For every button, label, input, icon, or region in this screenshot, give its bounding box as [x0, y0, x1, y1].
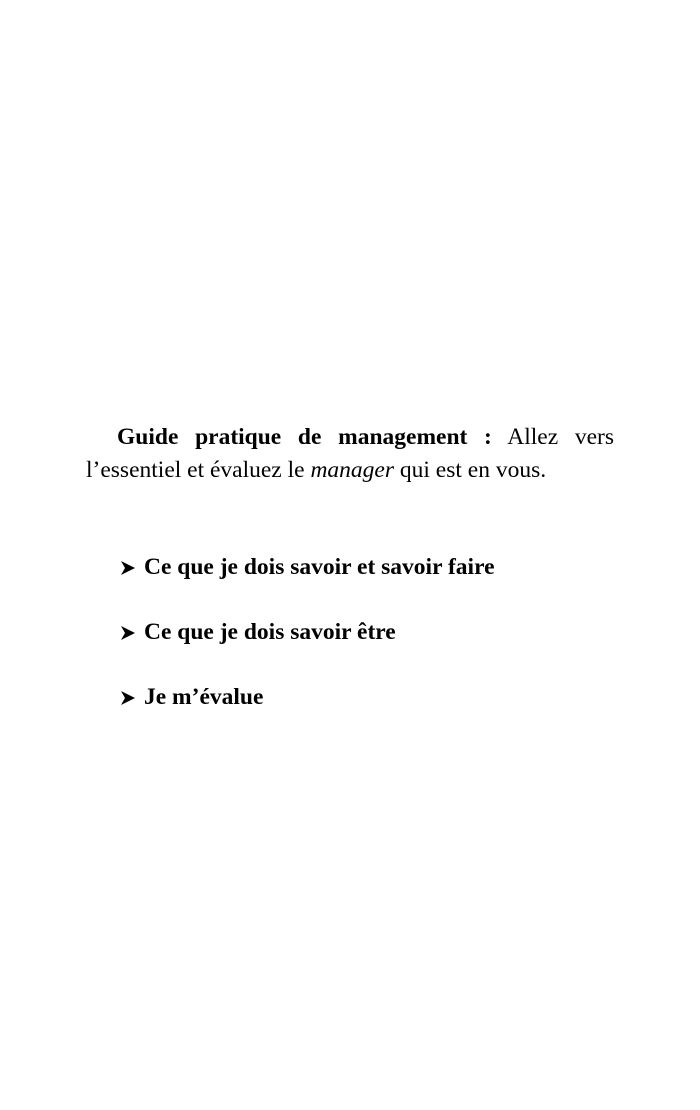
- list-item: [117, 616, 495, 649]
- intro-line1-text: Allez vers: [491, 424, 614, 450]
- arrow-right-icon: [117, 551, 139, 584]
- intro-second-line: [86, 454, 614, 487]
- intro-line2-text-before: l’essentiel et évaluez le: [86, 457, 311, 483]
- guide-title: Guide pratique de management :: [117, 424, 492, 450]
- intro-first-line: [86, 421, 614, 454]
- list-item: [117, 681, 495, 714]
- intro-paragraph: [86, 421, 614, 487]
- manager-word: manager: [310, 457, 394, 483]
- list-item-label: Ce que je dois savoir être: [144, 619, 396, 645]
- list-item-label: Je m’évalue: [144, 684, 264, 710]
- intro-line2-text-after: qui est en vous.: [394, 457, 547, 483]
- list-item: [117, 551, 495, 584]
- arrow-right-icon: [117, 681, 139, 714]
- list-item-label: Ce que je dois savoir et savoir faire: [144, 554, 495, 580]
- arrow-right-icon: [117, 616, 139, 649]
- section-list: [117, 551, 495, 746]
